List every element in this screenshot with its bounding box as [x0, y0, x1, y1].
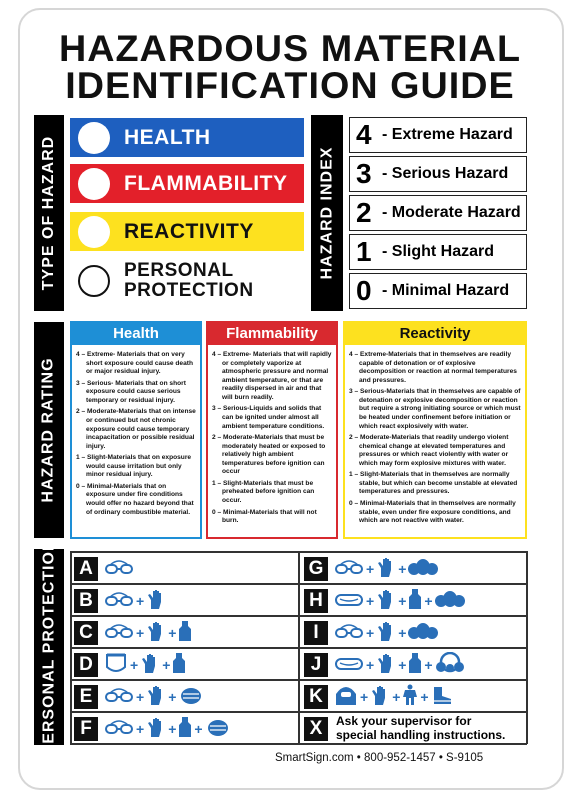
goggles-icon: [334, 557, 364, 582]
health-circle: [78, 122, 110, 154]
plus-icon: +: [136, 721, 145, 737]
health-label: HEALTH: [124, 125, 211, 149]
gloves-icon: [146, 588, 166, 615]
protection-row-x: [300, 715, 526, 743]
protection-letter: D: [74, 653, 98, 677]
protection-icons: [334, 588, 465, 615]
hazard-rating-label: HAZARD RATING: [34, 322, 64, 538]
dust-mask-icon: [178, 685, 204, 710]
apron-icon: [178, 716, 192, 743]
protection-icons: [104, 557, 134, 582]
protection-letter: F: [74, 717, 98, 741]
reactivity-rating-item: 1 – Slight-Materials that in themselves are normally stable, but which can become unstable at elevated temperatures and pressures.: [349, 471, 518, 496]
reactivity-circle: [78, 216, 110, 248]
goggles-icon: [334, 621, 364, 646]
protection-icons: [104, 620, 192, 647]
reactivity-rating-item: 4 – Extreme-Materials that in themselves are readily capable of detonation or of explosive decomposition or reaction at normal temperatures and pressures.: [349, 351, 517, 384]
flammability-rating-item: 2 – Moderate-Materials that must be moderately heated or exposed to relatively high ambient temperatures before ignition can occur: [212, 434, 326, 476]
plus-icon: +: [420, 689, 429, 705]
protection-letter: X: [304, 717, 328, 741]
type-of-hazard-label: TYPE OF HAZARD: [34, 115, 64, 311]
gloves-icon: [140, 652, 160, 679]
plus-icon: +: [168, 721, 177, 737]
title-line-1: HAZARDOUS MATERIAL: [58, 28, 522, 69]
health-rating-item: 2 – Moderate-Materials that on intense or continued but not chronic exposure could cause temporary incapacitation or possible residual injury.: [76, 408, 196, 450]
hood-icon: [334, 684, 358, 711]
grid-divider: [298, 551, 300, 744]
plus-icon: +: [130, 657, 139, 673]
plus-icon: +: [136, 625, 145, 641]
protection-row-a: [70, 555, 294, 583]
reactivity-label: REACTIVITY: [124, 219, 254, 243]
hazard-index-0: 0 - Minimal Hazard: [349, 273, 527, 309]
plus-icon: +: [360, 689, 369, 705]
gloves-icon: [376, 652, 396, 679]
dust-mask-icon: [205, 717, 231, 742]
protection-letter: K: [304, 685, 328, 709]
protection-icons: [104, 716, 231, 743]
title-line-2: IDENTIFICATION GUIDE: [65, 65, 515, 106]
protection-icons: [334, 684, 453, 711]
hazard-index-label: HAZARD INDEX: [311, 115, 343, 311]
special-instructions-text: Ask your supervisor for special handling instructions.: [336, 714, 506, 742]
face-shield-icon: [104, 651, 128, 680]
flammability-circle: [78, 168, 110, 200]
reactivity-rating-item: 0 – Minimal-Materials that in themselves are normally stable, even under fire exposure conditions, and which are not reactive with water.: [349, 500, 516, 525]
gloves-icon: [370, 684, 390, 711]
hazard-index-1: 1 - Slight Hazard: [349, 234, 527, 270]
respirator-icon: [435, 589, 465, 614]
plus-icon: +: [136, 689, 145, 705]
flammability-band: [70, 164, 304, 203]
protection-letter: H: [304, 589, 328, 613]
plus-icon: +: [162, 657, 171, 673]
protection-row-i: [300, 619, 526, 647]
flammability-rating-item: 0 – Minimal-Materials that will not burn.: [212, 508, 317, 525]
plus-icon: +: [168, 625, 177, 641]
flammability-rating-body: [208, 345, 336, 526]
health-band: [70, 118, 304, 157]
goggles-icon: [104, 621, 134, 646]
plus-icon: +: [398, 657, 407, 673]
protection-letter: E: [74, 685, 98, 709]
flammability-rating-item: 3 – Serious-Liquids and solids that can be ignited under almost all ambient temperature conditions.: [212, 405, 325, 430]
flammability-rating-item: 4 – Extreme- Materials that will rapidly or completely vaporize at atmospheric pressure and normal ambient temperature, or that are readily dispersed in air and that will burn readily.: [212, 351, 332, 401]
plus-icon: +: [136, 593, 145, 609]
protection-letter: J: [304, 653, 328, 677]
gloves-icon: [146, 684, 166, 711]
gloves-icon: [146, 620, 166, 647]
plus-icon: +: [366, 657, 375, 673]
footer: SmartSign.com • 800-952-1457 • S-9105: [275, 752, 484, 764]
personal-protection-label: PERSONAL PROTECTION: [124, 260, 254, 301]
grid-divider: [70, 551, 72, 744]
plus-icon: +: [392, 689, 401, 705]
health-rating-column: [70, 321, 202, 539]
health-rating-title: Health: [72, 323, 200, 345]
personal-protection-section-label: PERSONAL PROTECTION: [34, 549, 64, 745]
reactivity-rating-body: [345, 345, 525, 526]
apron-icon: [408, 652, 422, 679]
flammability-rating-item: 1 – Slight-Materials that must be preheated before ignition can occur.: [212, 479, 315, 504]
goggles-icon: [104, 557, 134, 582]
health-rating-item: 0 – Minimal-Materials that on exposure under fire conditions would offer no hazard beyond that of ordinary combustible material.: [76, 482, 194, 516]
plus-icon: +: [424, 593, 433, 609]
protection-letter: C: [74, 621, 98, 645]
full-respirator-icon: [435, 652, 465, 679]
grid-divider: [526, 551, 528, 744]
protection-row-j: [300, 651, 526, 679]
protection-letter: G: [304, 557, 328, 581]
plus-icon: +: [366, 593, 375, 609]
plus-icon: +: [398, 625, 407, 641]
apron-icon: [408, 588, 422, 615]
reactivity-rating-item: 3 – Serious-Materials that in themselves are capable of detonation or explosive decomposition or reaction but require a strong initiating source or which must be heated under confinement before initiation or which react explosively with water.: [349, 388, 521, 430]
flammability-rating-column: [206, 321, 338, 539]
protection-row-b: [70, 587, 294, 615]
gloves-icon: [376, 620, 396, 647]
gloves-icon: [146, 716, 166, 743]
boots-icon: [431, 685, 453, 710]
plus-icon: +: [366, 561, 375, 577]
flammability-rating-title: Flammability: [208, 323, 336, 345]
protection-icons: [104, 684, 204, 711]
plus-icon: +: [398, 593, 407, 609]
respirator-icon: [408, 621, 438, 646]
reactivity-rating-title: Reactivity: [345, 323, 525, 345]
health-rating-item: 3 – Serious- Materials that on short exposure could cause serious temporary or residual injury.: [76, 379, 186, 404]
protection-icons: [104, 651, 186, 680]
personal-protection-circle: [78, 265, 110, 297]
protection-icons: [104, 588, 166, 615]
gloves-icon: [376, 556, 396, 583]
splash-goggles-icon: [334, 653, 364, 678]
protection-letter: B: [74, 589, 98, 613]
personal-protection-band: [70, 258, 304, 304]
flammability-label: FLAMMABILITY: [124, 171, 288, 195]
plus-icon: +: [194, 721, 203, 737]
protection-icons: [334, 620, 438, 647]
goggles-icon: [104, 589, 134, 614]
reactivity-band: [70, 212, 304, 251]
plus-icon: +: [366, 625, 375, 641]
protection-letter: A: [74, 557, 98, 581]
protection-row-f: [70, 715, 294, 743]
reactivity-rating-item: 2 – Moderate-Materials that readily undergo violent chemical change at elevated temperatures and pressures or which react violently with water or which may form explosive mixtures with water.: [349, 434, 509, 467]
protection-icons: [334, 652, 465, 679]
apron-icon: [178, 620, 192, 647]
apron-icon: [172, 652, 186, 679]
protection-row-k: [300, 683, 526, 711]
protection-row-c: [70, 619, 294, 647]
plus-icon: +: [424, 657, 433, 673]
protection-row-d: [70, 651, 294, 679]
health-rating-body: [72, 345, 200, 517]
suit-icon: [402, 684, 418, 711]
protection-letter: I: [304, 621, 328, 645]
goggles-icon: [104, 717, 134, 742]
reactivity-rating-column: [343, 321, 527, 539]
plus-icon: +: [168, 689, 177, 705]
health-rating-item: 4 – Extreme- Materials that on very short exposure could cause death or major residual injury.: [76, 351, 193, 376]
plus-icon: +: [398, 561, 407, 577]
goggles-icon: [104, 685, 134, 710]
protection-row-g: [300, 555, 526, 583]
hazard-index-4: 4 - Extreme Hazard: [349, 117, 527, 153]
protection-row-h: [300, 587, 526, 615]
health-rating-item: 1 – Slight-Materials that on exposure would cause irritation but only minor residual injury.: [76, 454, 192, 479]
splash-goggles-icon: [334, 589, 364, 614]
respirator-icon: [408, 557, 438, 582]
gloves-icon: [376, 588, 396, 615]
protection-row-e: [70, 683, 294, 711]
hazard-index-3: 3 - Serious Hazard: [349, 156, 527, 192]
hazard-index-2: 2 - Moderate Hazard: [349, 195, 527, 231]
protection-icons: [334, 556, 438, 583]
